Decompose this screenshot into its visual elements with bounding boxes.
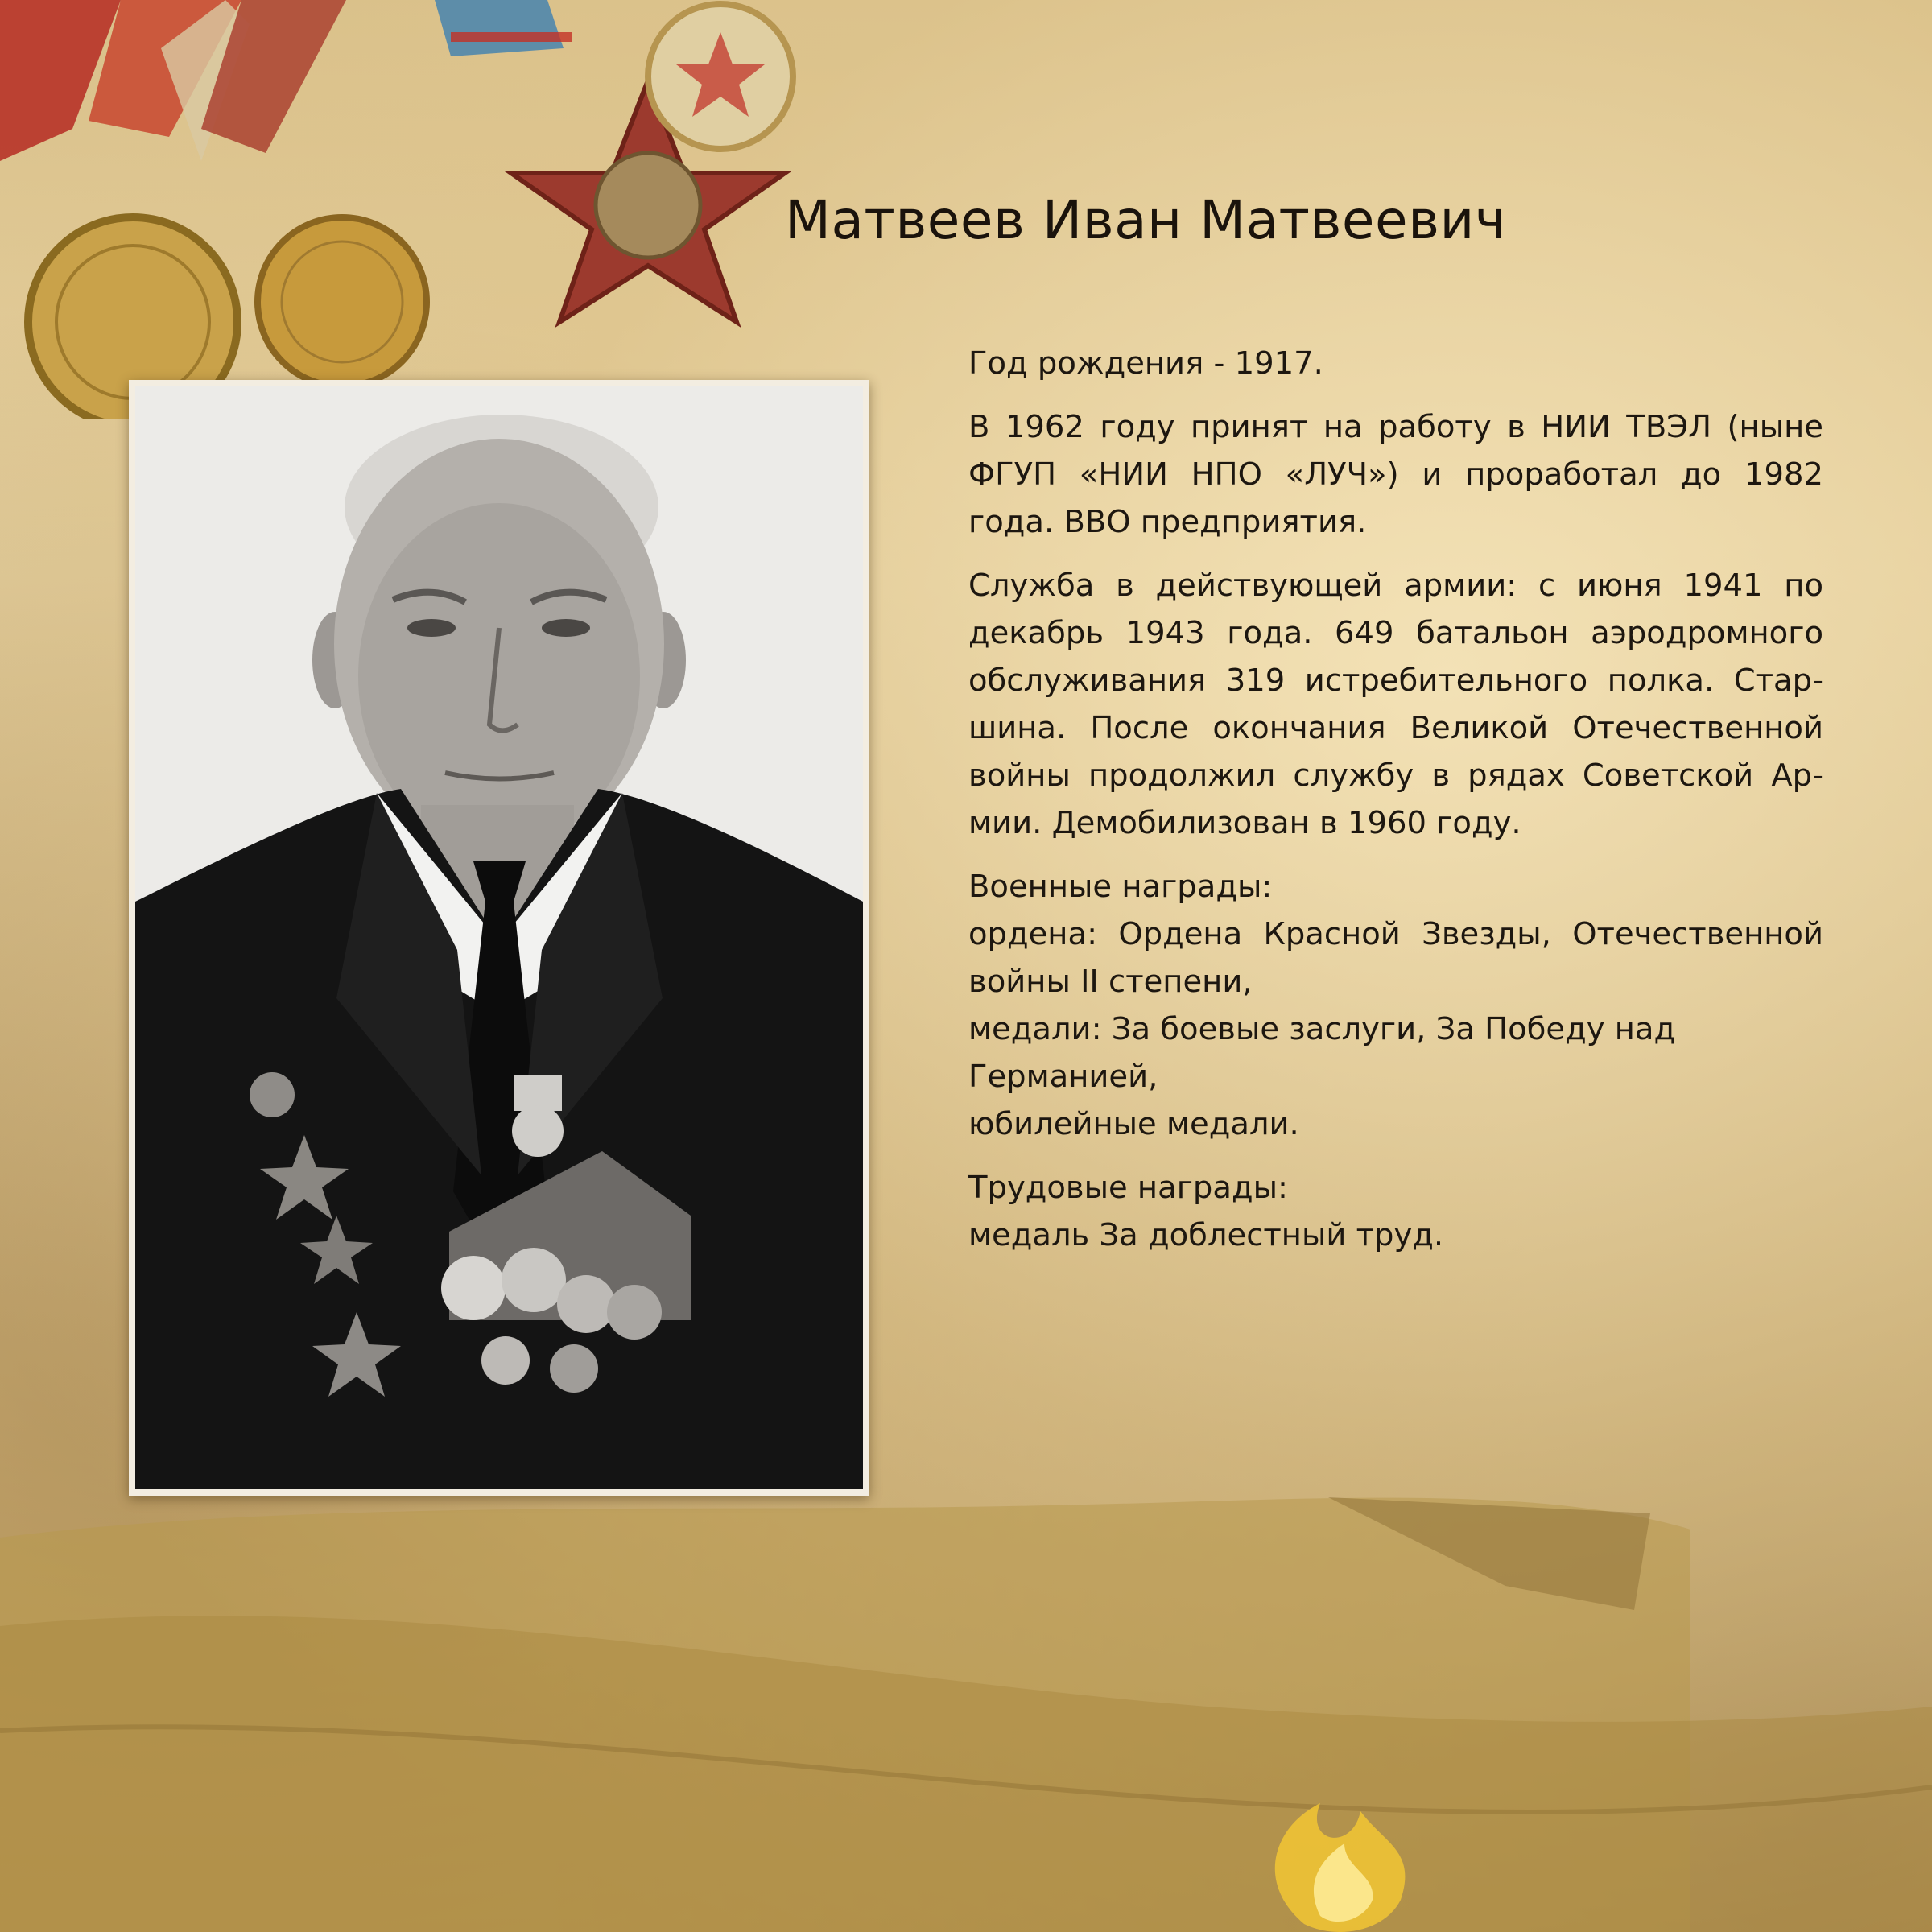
military-service: Служба в действующей армии: с июня 1941 по декабрь 1943 года. 649 батальон аэродромного обслуживания 319 истребительного полка. Старшина. После окончания Великой Отечественной войны продолжил службу в рядах Советской Армии. Демобилизован в 1960 году. xyxy=(968,568,1823,841)
eternal-flame-banner xyxy=(0,1465,1932,1932)
portrait-photo xyxy=(135,386,863,1489)
photo-frame xyxy=(129,380,869,1496)
medals-line-1: медали: За боевые заслуги, За Победу над xyxy=(968,1011,1676,1047)
stalin-medal-icon xyxy=(258,217,427,386)
military-awards xyxy=(968,863,1823,1148)
labor-medal: медаль За доблестный труд. xyxy=(968,1217,1444,1253)
victory-medal-icon xyxy=(648,4,793,149)
labor-awards-heading: Трудовые награды: xyxy=(968,1170,1288,1206)
military-awards-heading: Военные награды: xyxy=(968,869,1273,905)
page-title: Матвеев Иван Матвеевич xyxy=(785,189,1507,251)
jubilee-medals: юбилейные медали. xyxy=(968,1106,1299,1142)
orders-line-1: ордена: Ордена Красной Звезды, Отечественной xyxy=(968,916,1823,952)
orders-line-2: войны II степени, xyxy=(968,964,1253,1000)
labor-awards xyxy=(968,1164,1823,1259)
medals-line-2: Германией, xyxy=(968,1059,1158,1095)
ribbon-decoration xyxy=(0,0,572,161)
medals-decoration xyxy=(0,0,805,419)
biography xyxy=(968,340,1823,1275)
work-history: В 1962 году принят на работу в НИИ ТВЭЛ (ныне ФГУП «НИИ НПО «ЛУЧ») и проработал до 1982 года. ВВО предприятия. xyxy=(968,409,1823,540)
birth-year: Год рождения - 1917. xyxy=(968,345,1323,382)
veteran-portrait-icon xyxy=(135,386,863,1489)
